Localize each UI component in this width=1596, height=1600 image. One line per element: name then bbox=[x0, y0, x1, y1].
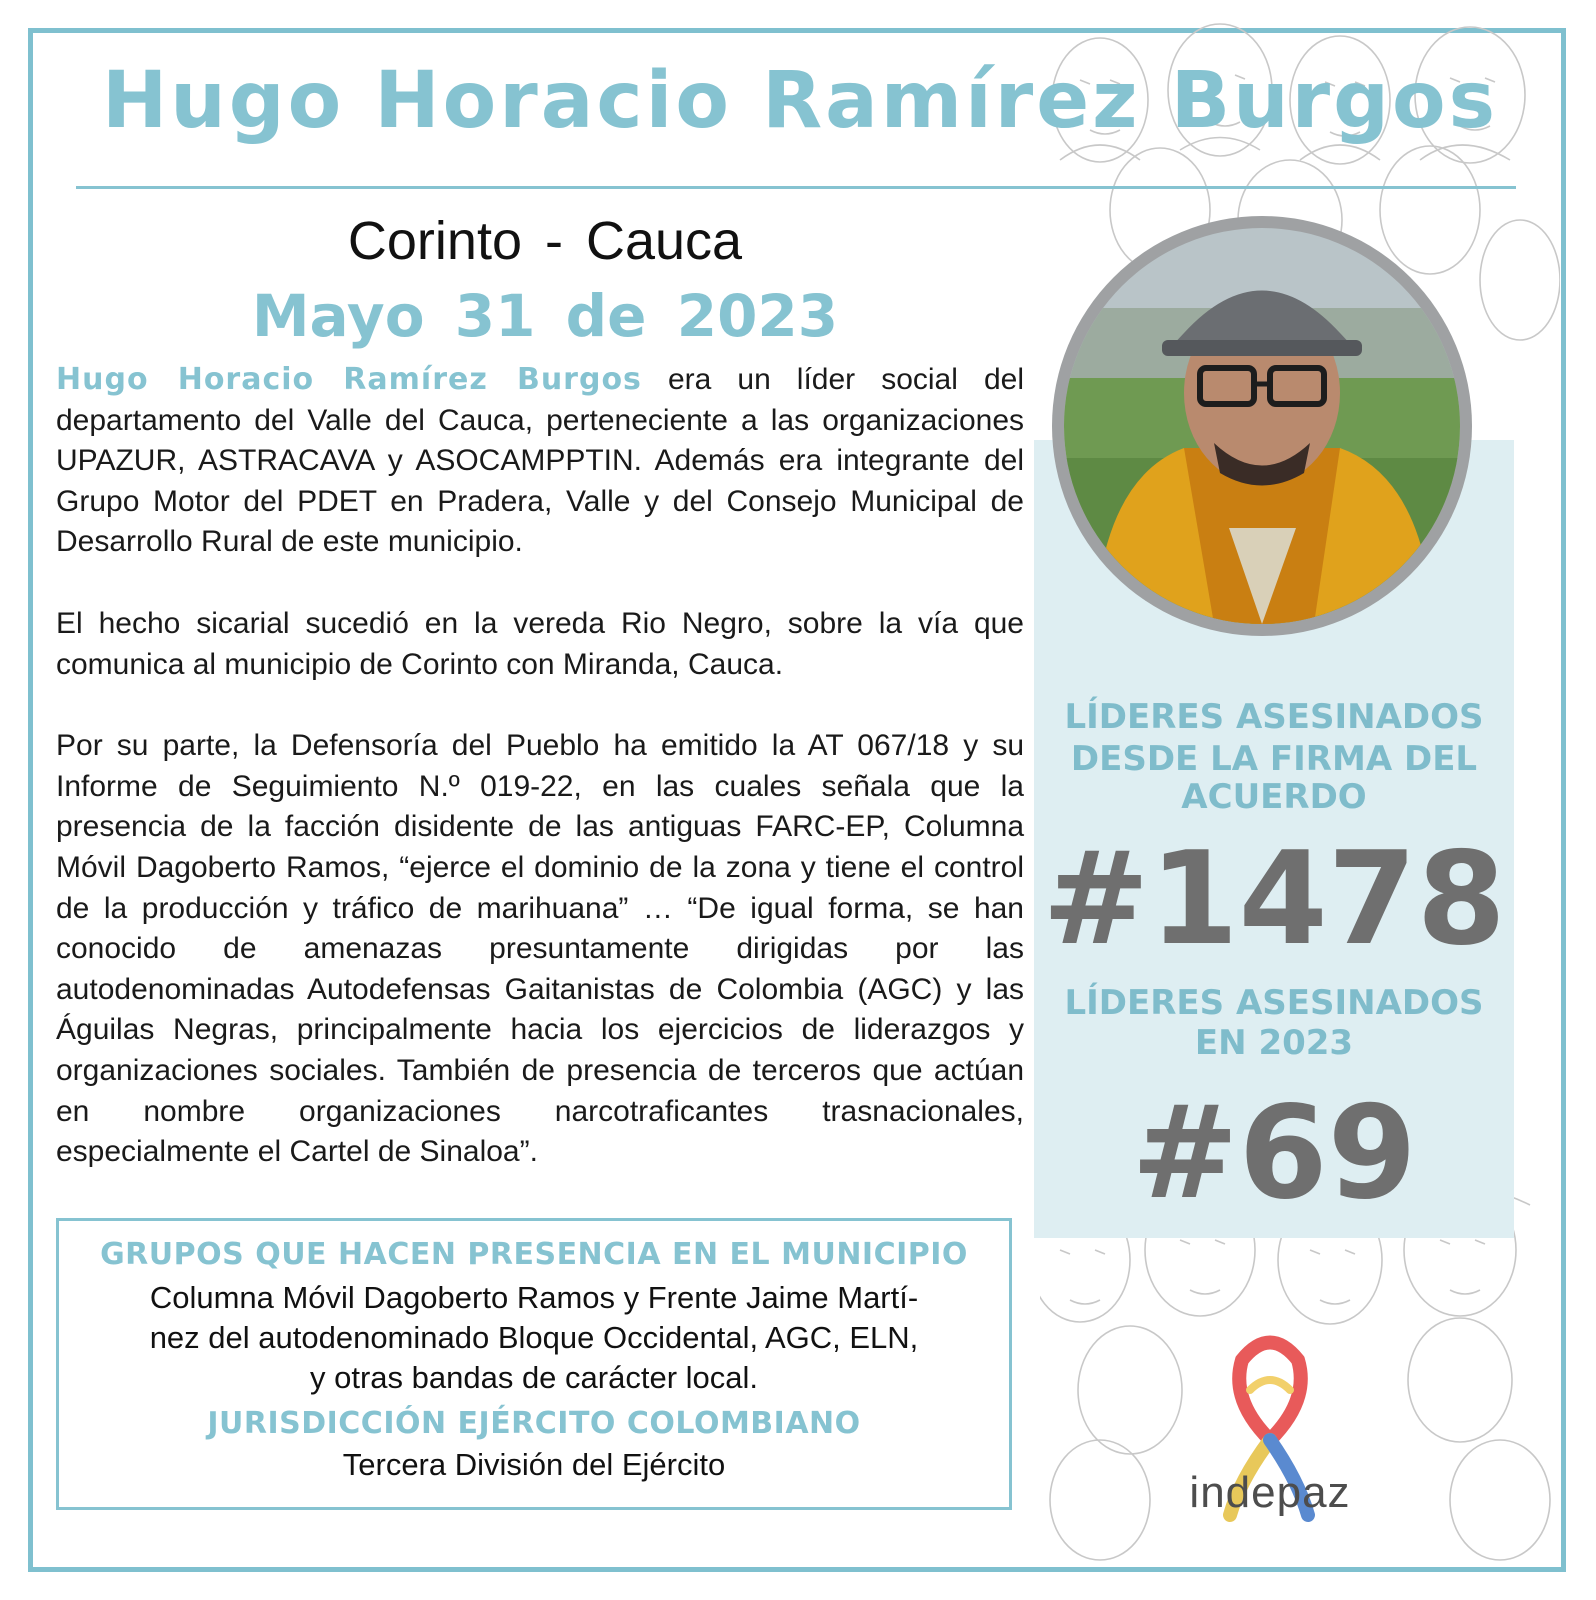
paragraph-3: Por su parte, la Defensoría del Pueblo ha emitido la AT 067/18 y su Informe de Seguimiento N.º 019-22, en las cuales señala que la presencia de la facción disidente de las antiguas FARC-EP, Columna Móvil Dagoberto Ramos, “ejerce el dominio de la zona y tiene el control de la producción y tráfico de marihuana” … “De igual forma, se han conocido de amenazas presuntamente dirigidas por las autodenominadas Autodefensas Gaitanistas de Colombia (AGC) y las Águilas Negras, principalmente hacia los ejercicios de liderazgos y organizaciones sociales. También de presencia de terceros que actúan en nombre organizaciones narcotraficantes trasnacionales, especialmente el Cartel de Sinaloa”. bbox=[56, 729, 1024, 1169]
stat-label-since-agreement-2: DESDE LA FIRMA DEL bbox=[1070, 739, 1478, 779]
groups-heading: GRUPOS QUE HACEN PRESENCIA EN EL MUNICIPIO bbox=[100, 1237, 968, 1272]
stat-label-2023-1: LÍDERES ASESINADOS bbox=[1064, 983, 1484, 1023]
leader-photo bbox=[1064, 228, 1460, 624]
biography-text bbox=[56, 360, 1024, 1214]
stat-count-since-agreement: #1478 bbox=[1042, 825, 1506, 974]
stat-count-2023: #69 bbox=[1131, 1079, 1417, 1228]
paragraph-1 bbox=[56, 360, 1024, 563]
groups-line-2: nez del autodenominado Bloque Occidental, AGC, ELN, bbox=[149, 1320, 919, 1355]
title-divider bbox=[76, 186, 1516, 189]
groups-line-3: y otras bandas de carácter local. bbox=[309, 1360, 759, 1395]
jurisdiction-heading: JURISDICCIÓN EJÉRCITO COLOMBIANO bbox=[207, 1406, 861, 1441]
jurisdiction-text: Tercera División del Ejército bbox=[342, 1447, 726, 1482]
groups-line-1: Columna Móvil Dagoberto Ramos y Frente Jaime Martí- bbox=[149, 1280, 919, 1315]
stat-label-since-agreement-3: ACUERDO bbox=[1181, 777, 1367, 817]
stat-label-2023-2: EN 2023 bbox=[1194, 1023, 1354, 1063]
page-title: Hugo Horacio Ramírez Burgos bbox=[102, 56, 1498, 146]
event-date: Mayo 31 de 2023 bbox=[251, 282, 839, 350]
paragraph-1-text: era un líder social del departamento del Valle del Cauca, perteneciente a las organizaciones UPAZUR, ASTRACAVA y ASOCAMPPTIN. Además era integrante del Grupo Motor del PDET en Pradera, Valle y del Consejo Municipal de Desarrollo Rural de este municipio. bbox=[56, 363, 1024, 559]
leader-name-inline: Hugo Horacio Ramírez Burgos bbox=[56, 362, 642, 397]
stat-label-since-agreement-1: LÍDERES ASESINADOS bbox=[1064, 697, 1484, 737]
location: Corinto - Cauca bbox=[347, 211, 743, 271]
armed-groups-box bbox=[56, 1218, 1012, 1510]
paragraph-2: El hecho sicarial sucedió en la vereda Rio Negro, sobre la vía que comunica al municipio de Corinto con Miranda, Cauca. bbox=[56, 606, 1024, 681]
indepaz-logo-text: indepaz bbox=[1189, 1468, 1351, 1517]
